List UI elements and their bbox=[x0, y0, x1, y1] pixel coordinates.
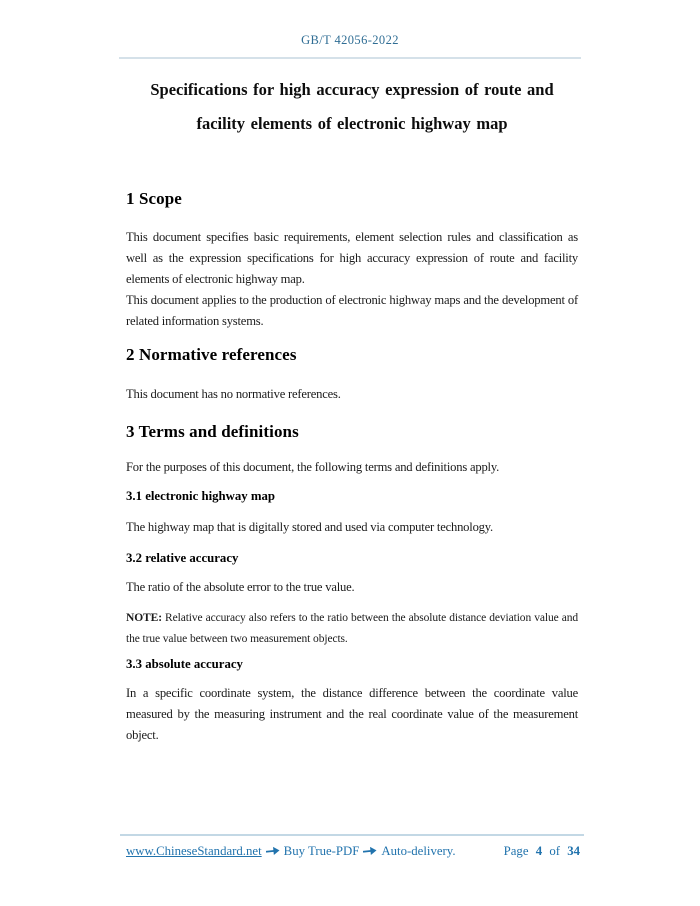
note-text: Relative accuracy also refers to the ratio between the absolute distance deviation value and the true value between two measurement objects. bbox=[126, 612, 579, 645]
term-label-3-1: 3.1 electronic highway map bbox=[126, 489, 276, 503]
buy-true-pdf-label: Buy True-PDF bbox=[283, 844, 360, 858]
term-definition-3-2: The ratio of the absolute error to the true value. bbox=[126, 580, 355, 594]
arrow-right-icon bbox=[363, 844, 378, 860]
section-heading-scope: 1 Scope bbox=[126, 189, 182, 208]
term-label-3-3: 3.3 absolute accuracy bbox=[126, 657, 243, 671]
document-title bbox=[126, 73, 578, 141]
page-label: Page bbox=[503, 844, 529, 858]
scope-paragraph-2: This document applies to the production of electronic highway maps and the development of related information systems. bbox=[126, 293, 578, 328]
doc-number-header: GB/T 42056-2022 bbox=[301, 33, 399, 47]
section-heading-terms-definitions: 3 Terms and definitions bbox=[126, 422, 299, 441]
page-total-number: 34 bbox=[567, 844, 580, 858]
term-label-3-2: 3.2 relative accuracy bbox=[126, 551, 239, 565]
normative-references-paragraph: This document has no normative references. bbox=[126, 387, 341, 401]
footer-promo-line bbox=[126, 844, 456, 859]
arrow-right-icon bbox=[265, 844, 280, 860]
footer-rule bbox=[120, 834, 584, 836]
website-link[interactable]: www.ChineseStandard.net bbox=[126, 844, 262, 858]
terms-intro-paragraph: For the purposes of this document, the following terms and definitions apply. bbox=[126, 460, 500, 474]
page-footer bbox=[120, 834, 584, 859]
header-rule bbox=[119, 57, 581, 59]
document-body bbox=[126, 73, 578, 746]
scope-paragraph-1: This document specifies basic requirements, element selection rules and classification as well as the expression specifications for high accuracy expression of route and facility elements of electronic highway map. bbox=[126, 230, 578, 286]
term-definition-3-3: In a specific coordinate system, the distance difference between the coordinate value measured by the measuring instrument and the real coordinate value of the measurement object. bbox=[126, 686, 578, 742]
term-definition-3-1: The highway map that is digitally stored and used via computer technology. bbox=[126, 520, 494, 534]
term-note-3-2 bbox=[126, 608, 578, 650]
section-heading-normative-references: 2 Normative references bbox=[126, 345, 297, 364]
page-current-number: 4 bbox=[535, 844, 543, 858]
document-title-line-1: Specifications for high accuracy expression of route and bbox=[150, 80, 554, 99]
note-label: NOTE: bbox=[126, 612, 162, 624]
page-indicator bbox=[500, 844, 580, 859]
auto-delivery-label: Auto-delivery. bbox=[381, 844, 456, 858]
of-label: of bbox=[549, 844, 560, 858]
document-title-line-2: facility elements of electronic highway map bbox=[196, 114, 508, 133]
